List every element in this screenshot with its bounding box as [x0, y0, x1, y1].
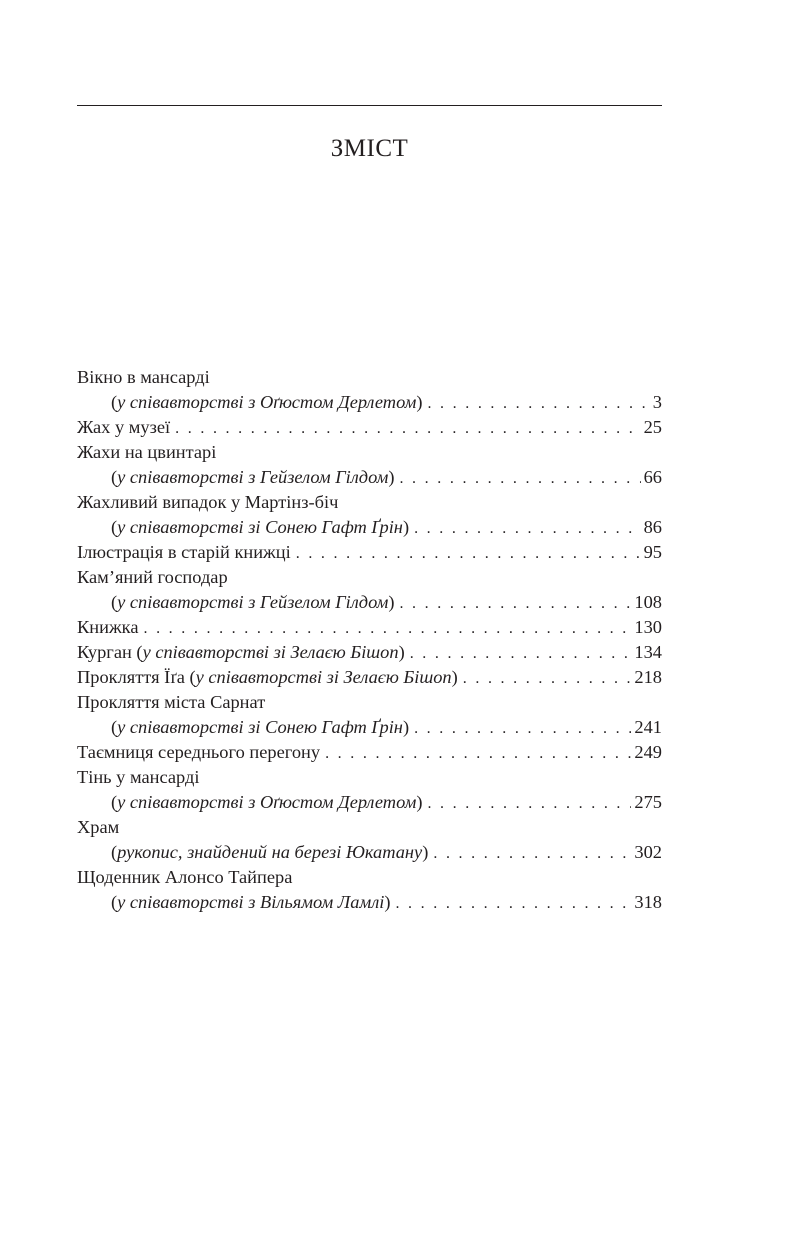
toc-page-number: 249: [634, 742, 662, 762]
toc-page-number: 241: [634, 717, 662, 737]
toc-entry-note: (у співавторстві з Гейзелом Гілдом): [111, 467, 395, 487]
toc-entry[interactable]: [77, 415, 662, 440]
dot-leader: [143, 616, 631, 641]
toc-entry[interactable]: [77, 540, 662, 565]
toc-entry-note: (у співавторстві зі Сонею Гафт Ґрін): [111, 517, 410, 537]
toc-page-number: 218: [634, 667, 662, 687]
top-rule: [77, 105, 662, 106]
toc-page-number: 302: [634, 842, 662, 862]
toc-entry[interactable]: [77, 640, 662, 665]
toc-entry-title-text: Щоденник Алонсо Тайпера: [77, 867, 293, 887]
toc-entry-title[interactable]: [77, 365, 662, 390]
toc-page-number: 318: [634, 892, 662, 912]
toc-entry-title[interactable]: [77, 815, 662, 840]
toc-page-number: 66: [643, 467, 662, 487]
dot-leader: [325, 741, 631, 766]
toc-entry-title-text: Жах у музеї: [77, 417, 171, 437]
toc-page-number: 108: [634, 592, 662, 612]
dot-leader: [395, 891, 631, 916]
toc-page-number: 25: [643, 417, 662, 437]
dot-leader: [427, 791, 631, 816]
toc-entry-note-line[interactable]: [77, 890, 662, 915]
toc-entry-title-text: Вікно в мансарді: [77, 367, 210, 387]
toc-entry-title-text: Прокляття міста Сарнат: [77, 692, 266, 712]
toc-entry-title-text: Прокляття Їґа (у співавторстві зі Зелаєю Бішоп): [77, 667, 458, 687]
toc-entry[interactable]: [77, 740, 662, 765]
toc-entry-note-line[interactable]: [77, 465, 662, 490]
toc-entry-note-line[interactable]: [77, 515, 662, 540]
toc-entry[interactable]: [77, 615, 662, 640]
dot-leader: [175, 416, 640, 441]
dot-leader: [463, 666, 632, 691]
toc-page-number: 95: [643, 542, 662, 562]
toc-entry[interactable]: [77, 665, 662, 690]
page-title: ЗМІСТ: [330, 135, 409, 162]
toc-entry-title[interactable]: [77, 765, 662, 790]
toc-entry-note-line[interactable]: [77, 390, 662, 415]
dot-leader: [414, 716, 631, 741]
toc-entry-title-text: Курган (у співавторстві зі Зелаєю Бішоп): [77, 642, 405, 662]
toc-entry-title-text: Ілюстрація в старій книжці: [77, 542, 291, 562]
dot-leader: [414, 516, 641, 541]
toc-entry-title-text: Таємниця середнього перегону: [77, 742, 321, 762]
toc-entry-note-line[interactable]: [77, 590, 662, 615]
dot-leader: [410, 641, 632, 666]
toc-entry-note: (рукопис, знайдений на березі Юкатану): [111, 842, 429, 862]
toc-entry-title-text: Жахи на цвинтарі: [77, 442, 217, 462]
toc-entry-note-line[interactable]: [77, 840, 662, 865]
toc-entry-title[interactable]: [77, 865, 662, 890]
toc-entry-title-text: Тінь у мансарді: [77, 767, 200, 787]
dot-leader: [427, 391, 649, 416]
toc-entry-title-text: Кам’яний господар: [77, 567, 228, 587]
toc-entry-note-line[interactable]: [77, 790, 662, 815]
toc-entry-note: (у співавторстві з Гейзелом Гілдом): [111, 592, 395, 612]
toc-page-number: 3: [652, 392, 662, 412]
toc-entry-title[interactable]: [77, 440, 662, 465]
toc-entry-title-text: Жахливий випадок у Мартінз-біч: [77, 492, 339, 512]
dot-leader: [399, 591, 631, 616]
toc-entry-note: (у співавторстві з Вільямом Ламлі): [111, 892, 391, 912]
dot-leader: [399, 466, 640, 491]
toc-entry-title[interactable]: [77, 690, 662, 715]
toc-page-number: 130: [634, 617, 662, 637]
toc-page-number: 275: [634, 792, 662, 812]
dot-leader: [296, 541, 641, 566]
toc-page-number: 134: [634, 642, 662, 662]
toc-entry-note: (у співавторстві з Оґюстом Дерлетом): [111, 792, 423, 812]
toc-entry-title-text: Книжка: [77, 617, 139, 637]
toc-page-number: 86: [643, 517, 662, 537]
toc-entry-note: (у співавторстві з Оґюстом Дерлетом): [111, 392, 423, 412]
dot-leader: [433, 841, 631, 866]
toc-entry-title-text: Храм: [77, 817, 120, 837]
toc-entry-note: (у співавторстві зі Сонею Гафт Ґрін): [111, 717, 410, 737]
toc-entry-title[interactable]: [77, 490, 662, 515]
toc-entry-title[interactable]: [77, 565, 662, 590]
table-of-contents: [77, 365, 662, 915]
toc-entry-note-line[interactable]: [77, 715, 662, 740]
